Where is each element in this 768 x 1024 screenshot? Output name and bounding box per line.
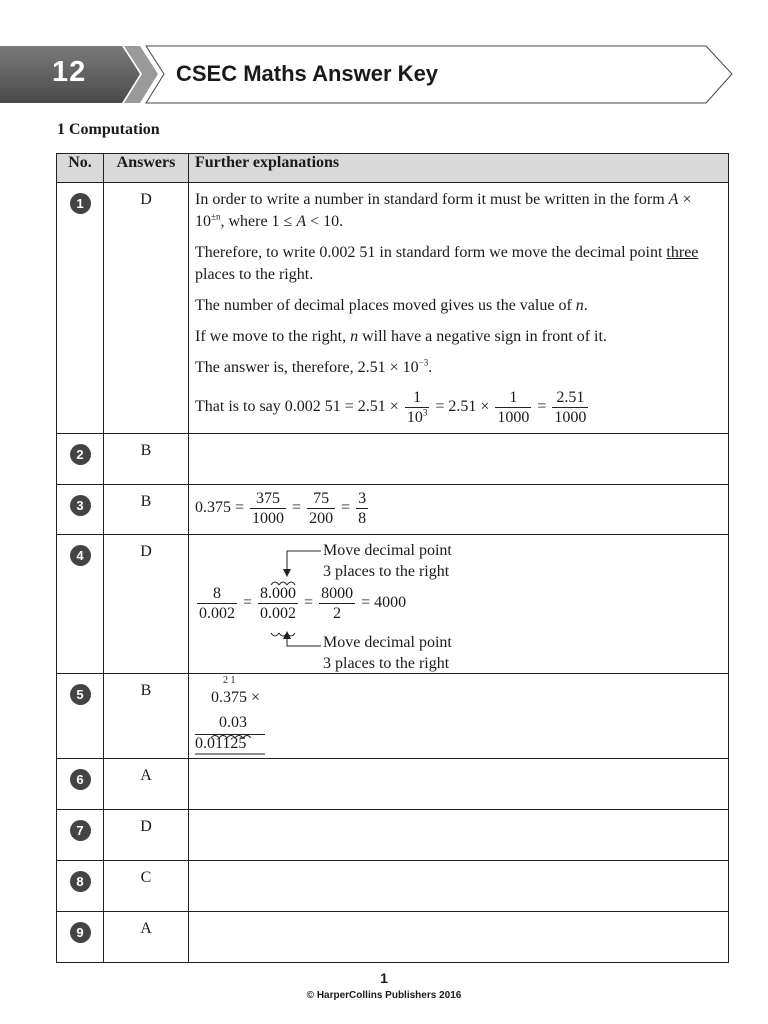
table-header-row — [57, 154, 729, 183]
header-no: No. — [57, 154, 104, 183]
question-number-badge: 5 — [70, 684, 91, 705]
table-row — [57, 183, 729, 434]
banner-graphic — [0, 0, 768, 110]
answer-cell: C — [104, 861, 189, 912]
fraction: $\frac{8}{0.002}$ — [199, 585, 235, 622]
note-bottom-line-1: Move decimal point — [323, 634, 452, 651]
explanation-equation: That is to say 0.002 51 = 2.51 × $\frac{1}{10^3}$ = 2.51 × $\frac{1}{1000}$ = $\frac{2.51}{1000}$ — [195, 389, 587, 426]
explanation-cell — [189, 434, 729, 485]
chapter-banner — [0, 0, 768, 110]
answer-cell: D — [104, 535, 189, 674]
product: 0.01125 — [195, 735, 247, 752]
answer-table — [56, 153, 729, 963]
explanation-paragraph: Therefore, to write 0.002 51 in standard form we move the decimal point three places to the right. — [195, 244, 699, 283]
note-top-line-2: 3 places to the right — [323, 563, 450, 580]
fraction: $\frac{375}{1000}$ — [252, 490, 285, 527]
multiplier: 0.03 — [219, 714, 247, 731]
table-row — [57, 810, 729, 861]
fraction: $\frac{3}{8}$ — [358, 490, 367, 527]
table-row — [57, 912, 729, 963]
fraction: $\frac{8.000}{0.002}$ — [260, 585, 297, 622]
question-number-badge: 3 — [70, 495, 91, 516]
fraction: $\frac{1}{10^3}$ — [406, 389, 428, 426]
question-number-badge: 7 — [70, 820, 91, 841]
carry-digits: 2 1 — [223, 675, 236, 686]
table-row — [57, 674, 729, 759]
question-number-badge: 1 — [70, 193, 91, 214]
fraction: $\frac{1}{1000}$ — [497, 389, 530, 426]
explanation-paragraph: The answer is, therefore, $2.51 \times 10^{-3}$. — [195, 357, 433, 376]
multiplicand: 0.375 × — [211, 689, 261, 706]
explanation-cell — [189, 810, 729, 861]
table-row — [57, 759, 729, 810]
answer-cell: D — [104, 183, 189, 434]
explanation-cell — [189, 759, 729, 810]
page-title: CSEC Maths Answer Key — [176, 61, 439, 86]
decimal-loops — [189, 674, 269, 758]
table-row — [57, 861, 729, 912]
explanation-paragraph: If we move to the right, n will have a negative sign in front of it. — [195, 328, 607, 345]
header-answers: Answers — [104, 154, 189, 183]
page-number: 1 — [380, 970, 388, 986]
header-explanations: Further explanations — [189, 154, 729, 183]
answer-cell: B — [104, 674, 189, 759]
answer-cell: A — [104, 912, 189, 963]
table-row — [57, 485, 729, 535]
fraction: $\frac{75}{200}$ — [309, 490, 334, 527]
long-multiplication — [189, 674, 728, 758]
fraction: $\frac{8000}{2}$ — [321, 585, 354, 622]
explanation-cell — [189, 674, 729, 759]
answer-cell: A — [104, 759, 189, 810]
explanation-cell — [189, 912, 729, 963]
fraction: $\frac{2.51}{1000}$ — [554, 389, 587, 426]
table-row — [57, 535, 729, 674]
note-bottom-line-2: 3 places to the right — [323, 655, 450, 672]
answer-cell: D — [104, 810, 189, 861]
copyright-notice: © HarperCollins Publishers 2016 — [306, 990, 462, 1001]
chapter-number: 12 — [52, 56, 87, 88]
question-number-badge: 2 — [70, 444, 91, 465]
explanation-cell — [189, 535, 729, 674]
question-number-badge: 9 — [70, 922, 91, 943]
explanation-cell — [189, 861, 729, 912]
explanation-paragraph: In order to write a number in standard form it must be written in the form $A \times 10^{\pm n}$, where 1 ≤ A < 10. — [195, 191, 692, 230]
section-title: 1 Computation — [57, 121, 160, 138]
explanation-paragraph: The number of decimal places moved gives us the value of n. — [195, 297, 588, 314]
answer-cell: B — [104, 434, 189, 485]
note-top-line-1: Move decimal point — [323, 542, 452, 559]
table-row — [57, 434, 729, 485]
question-number-badge: 4 — [70, 545, 91, 566]
explanation-cell — [189, 183, 729, 434]
question-number-badge: 8 — [70, 871, 91, 892]
question-number-badge: 6 — [70, 769, 91, 790]
decimal-shift-diagram: Move decimal point 3 places to the right $\frac{8}{0.002}$ = $\frac{8.000}{0.002}$ = $\frac{8000}{2}$ = 4000 Move decimal point 3 places to the right — [189, 535, 728, 673]
answer-cell: B — [104, 485, 189, 535]
explanation-cell: 0.375 = $\frac{375}{1000}$ = $\frac{75}{200}$ = $\frac{3}{8}$ — [189, 485, 729, 535]
